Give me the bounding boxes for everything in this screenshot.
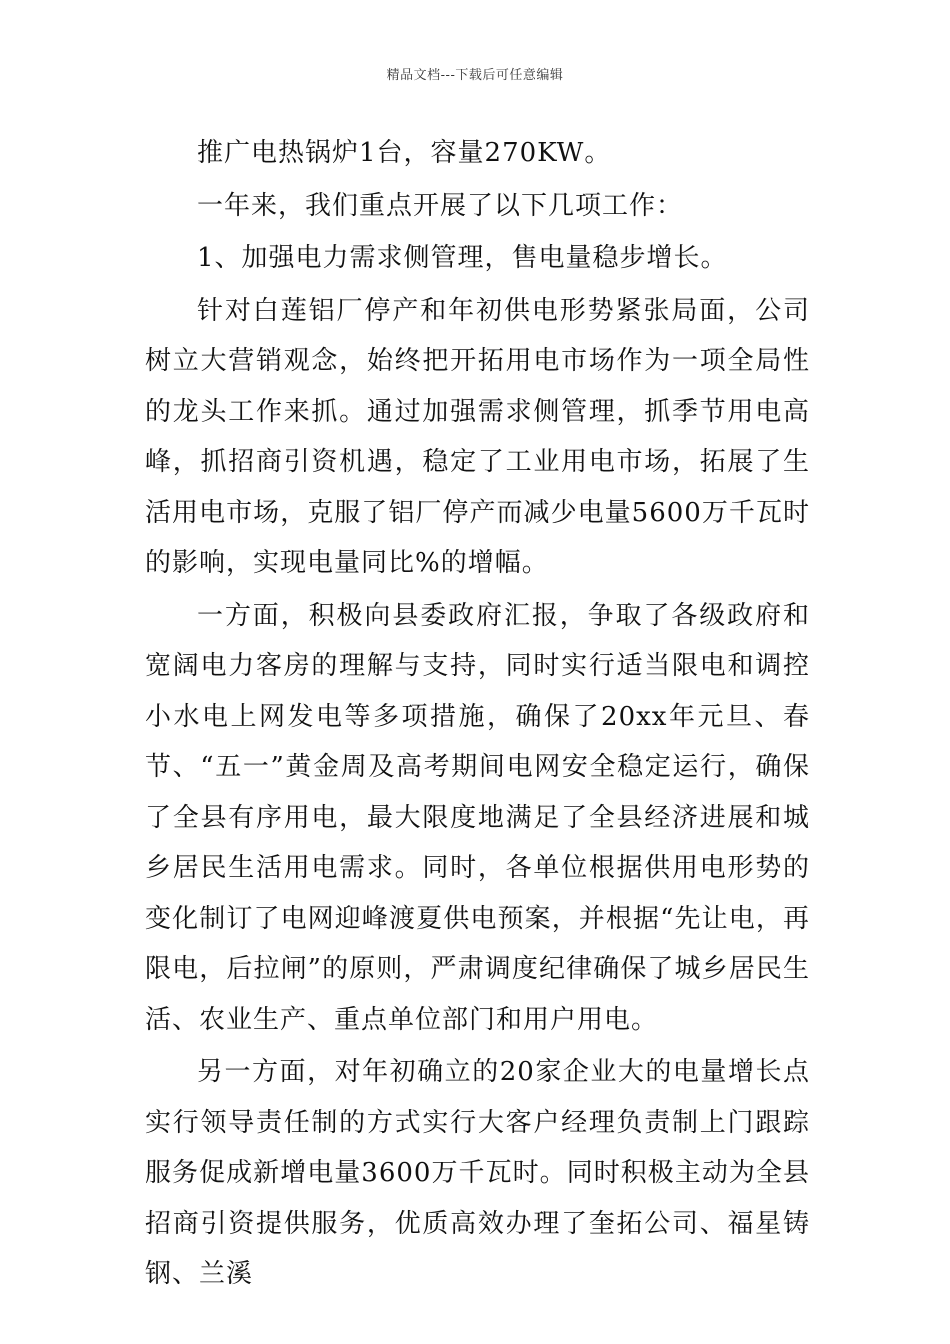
paragraph-one-hand: 一方面，积极向县委政府汇报，争取了各级政府和宽阔电力客房的理解与支持，同时实行适当限电和调控小水电上网发电等多项措施，确保了20xx年元旦、春节、“五一”黄金周及高考期间电网安全稳定运行，确保了全县有序用电，最大限度地满足了全县经济进展和城乡居民生活用电需求。同时，各单位根据供用电形势的变化制订了电网迎峰渡夏供电预案，并根据“先让电，再限电，后拉闸”的原则，严肃调度纪律确保了城乡居民生活、农业生产、重点单位部门和用户用电。 xyxy=(145,600,810,1035)
paragraph-marketing: 针对白莲铝厂停产和年初供电形势紧张局面，公司树立大营销观念，始终把开拓用电市场作为一项全局性的龙头工作来抓。通过加强需求侧管理，抓季节用电高峰，抓招商引资机遇，稳定了工业用电市场，拓展了生活用电市场，克服了铝厂停产而减少电量5600万千瓦时的影响，实现电量同比%的增幅。 xyxy=(145,295,810,578)
document-body xyxy=(145,128,810,1300)
paragraph-section-1-heading: 1、加强电力需求侧管理，售电量稳步增长。 xyxy=(197,243,728,273)
paragraph-other-hand: 另一方面，对年初确立的20家企业大的电量增长点实行领导责任制的方式实行大客户经理负责制上门跟踪服务促成新增电量3600万千瓦时。同时积极主动为全县招商引资提供服务，优质高效办理了奎拓公司、福星铸钢、兰溪 xyxy=(145,1057,810,1289)
paragraph-boiler: 推广电热锅炉1台，容量270KW。 xyxy=(197,138,612,168)
paragraph-intro: 一年来，我们重点开展了以下几项工作： xyxy=(197,190,684,221)
page-header: 精品文档---下载后可任意编辑 xyxy=(386,68,564,83)
